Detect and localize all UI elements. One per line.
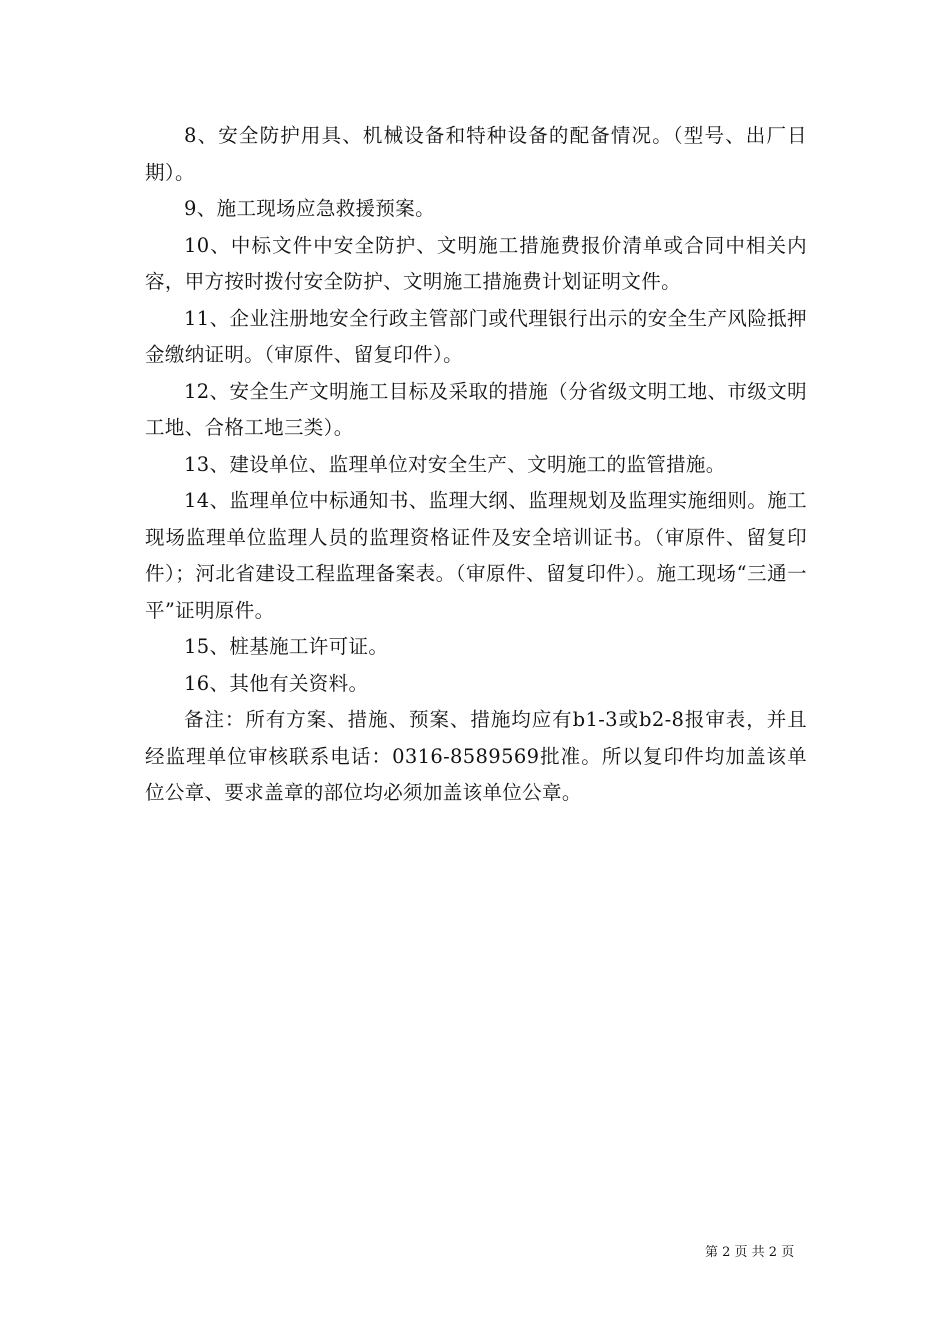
paragraph-item-9: 9、施工现场应急救援预案。 bbox=[184, 197, 435, 220]
paragraph-item-14: 14、监理单位中标通知书、监理大纲、监理规划及监理实施细则。施工现场监理单位监理人员的监理资格证件及安全培训证书。（审原件、留复印件）；河北省建设工程监理备案表。（审原件、留复印件）。施工现场“三通一平”证明原件。 bbox=[145, 489, 807, 622]
paragraph-item-13: 13、建设单位、监理单位对安全生产、文明施工的监管措施。 bbox=[184, 452, 726, 476]
paragraph-item-11: 11、企业注册地安全行政主管部门或代理银行出示的安全生产风险抵押金缴纳证明。（审原件、留复印件）。 bbox=[145, 306, 807, 366]
paragraph-note: 备注：所有方案、措施、预案、措施均应有b1-3或b2-8报审表，并且经监理单位审核联系电话：0316-8589569批准。所以复印件均加盖该单位公章、要求盖章的部位均必须加盖该单位公章。 bbox=[145, 708, 807, 804]
document-body bbox=[145, 118, 807, 812]
paragraph-item-10: 10、中标文件中安全防护、文明施工措施费报价清单或合同中相关内容，甲方按时拨付安全防护、文明施工措施费计划证明文件。 bbox=[145, 233, 807, 293]
paragraph-item-16: 16、其他有关资料。 bbox=[184, 671, 369, 695]
paragraph-item-12: 12、安全生产文明施工目标及采取的措施（分省级文明工地、市级文明工地、合格工地三类）。 bbox=[145, 379, 807, 439]
paragraph-item-15: 15、桩基施工许可证。 bbox=[184, 635, 389, 658]
paragraph-item-8: 8、安全防护用具、机械设备和特种设备的配备情况。（型号、出厂日期）。 bbox=[145, 124, 807, 184]
page-number-footer: 第 2 页 共 2 页 bbox=[705, 1245, 795, 1260]
